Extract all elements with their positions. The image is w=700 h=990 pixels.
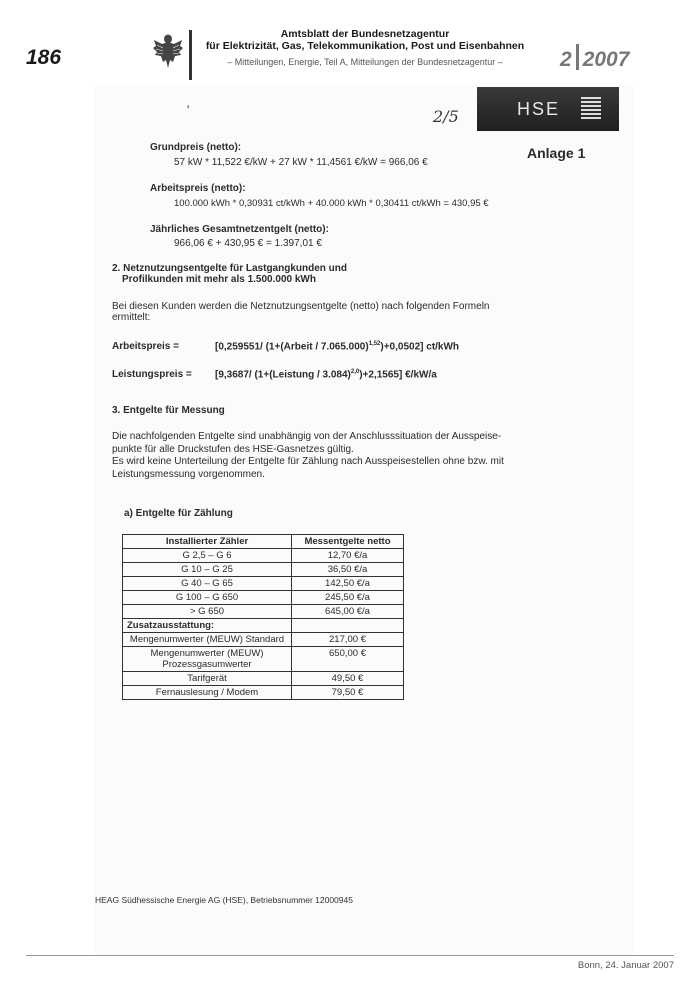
- hse-logo-lines-icon: [581, 97, 601, 119]
- formula-leistungspreis-label: Leistungspreis =: [112, 369, 192, 380]
- gesamt-formula: 966,06 € + 430,95 € = 1.397,01 €: [174, 238, 322, 249]
- formula-arbeitspreis-a: [0,259551/ (1+(Arbeit / 7.065.000): [215, 341, 369, 353]
- table-header-row: [123, 535, 404, 549]
- issue-year: 2007: [582, 48, 630, 71]
- formula-leistungspreis-exp: 2,0: [350, 369, 360, 375]
- table-row: [123, 633, 404, 647]
- table-section-row: [123, 619, 404, 633]
- extra-price: 217,00 €: [292, 633, 404, 647]
- meter-size: G 100 – G 650: [123, 591, 292, 605]
- section2-heading-line2: Profilkunden mit mehr als 1.500.000 kWh: [122, 274, 316, 285]
- section3-text-line4: Leistungsmessung vorgenommen.: [112, 468, 265, 480]
- grundpreis-label: Grundpreis (netto):: [150, 142, 242, 153]
- formula-arbeitspreis-b: )+0,0502] ct/kWh: [380, 341, 460, 353]
- table-row: [123, 577, 404, 591]
- gesamt-label: Jährliches Gesamtnetzentgelt (netto):: [150, 224, 329, 235]
- meter-size: G 2,5 – G 6: [123, 549, 292, 563]
- meter-price: 645,00 €/a: [292, 605, 404, 619]
- table-row: [123, 686, 404, 700]
- section3-text: [112, 431, 504, 481]
- table-row: [123, 591, 404, 605]
- section2-heading-line1: 2. Netznutzungsentgelte für Lastgangkunden und: [112, 263, 347, 274]
- extra-item: Mengenumwerter (MEUW) Prozessgasumwerter: [123, 647, 292, 672]
- section3-text-line3: Es wird keine Unterteilung der Entgelte für Zählung nach Ausspeisestellen ohne bzw. mit: [112, 456, 504, 467]
- extras-heading: Zusatzausstattung:: [123, 619, 292, 633]
- subsection-a-heading: a) Entgelte für Zählung: [124, 508, 233, 519]
- formula-arbeitspreis-exp: 1,52: [368, 341, 381, 347]
- scanned-document: [95, 85, 635, 955]
- header-subtitle: – Mitteilungen, Energie, Teil A, Mitteilungen der Bundesnetzagentur –: [227, 57, 503, 67]
- issue-number: 2: [560, 48, 572, 71]
- table-row: [123, 647, 404, 672]
- table-row: [123, 672, 404, 686]
- handwritten-note: 2/5: [433, 107, 459, 126]
- scan-mark: ': [187, 103, 190, 117]
- table-row: [123, 563, 404, 577]
- table-row: [123, 605, 404, 619]
- hse-logo: [477, 87, 619, 131]
- page-number: 186: [26, 46, 62, 69]
- meter-price: 12,70 €/a: [292, 549, 404, 563]
- extra-price: 650,00 €: [292, 647, 404, 672]
- col-installed-meter: Installierter Zähler: [123, 535, 292, 549]
- hse-logo-text: HSE: [517, 99, 561, 119]
- formula-arbeitspreis: [215, 341, 459, 352]
- formula-leistungspreis: [215, 369, 437, 380]
- section2-heading: [112, 263, 347, 285]
- meter-size: > G 650: [123, 605, 292, 619]
- meter-size: G 10 – G 25: [123, 563, 292, 577]
- section2-intro-line2: ermittelt:: [112, 312, 151, 323]
- header-title-line2: für Elektrizität, Gas, Telekommunikation, Post und Eisenbahnen: [205, 40, 525, 52]
- section3-text-line1: Die nachfolgenden Entgelte sind unabhängig von der Anschlusssituation der Ausspeise-: [112, 431, 502, 442]
- formula-leistungspreis-a: [9,3687/ (1+(Leistung / 3.084): [215, 369, 351, 381]
- annex-label: Anlage 1: [527, 145, 586, 161]
- section2-intro: [112, 301, 489, 323]
- scan-footer-note: HEAG Südhessische Energie AG (HSE), Betriebsnummer 12000945: [95, 895, 353, 905]
- arbeitspreis-label: Arbeitspreis (netto):: [150, 183, 246, 194]
- extra-item: Tarifgerät: [123, 672, 292, 686]
- header-title-line1: Amtsblatt der Bundesnetzagentur: [280, 28, 450, 40]
- table-row: [123, 549, 404, 563]
- meter-size: G 40 – G 65: [123, 577, 292, 591]
- meter-fee-table: [122, 534, 404, 700]
- extra-item: Fernauslesung / Modem: [123, 686, 292, 700]
- meter-price: 142,50 €/a: [292, 577, 404, 591]
- col-net-fee: Messentgelte netto: [292, 535, 404, 549]
- footer-date: Bonn, 24. Januar 2007: [577, 960, 674, 971]
- section3-heading: 3. Entgelte für Messung: [112, 405, 225, 416]
- issue-label: [560, 44, 629, 72]
- formula-arbeitspreis-label: Arbeitspreis =: [112, 341, 179, 352]
- meter-price: 245,50 €/a: [292, 591, 404, 605]
- meter-price: 36,50 €/a: [292, 563, 404, 577]
- issue-divider: [576, 44, 579, 70]
- extra-item: Mengenumwerter (MEUW) Standard: [123, 633, 292, 647]
- header-divider: [189, 30, 192, 80]
- extras-heading-empty: [292, 619, 404, 633]
- section2-intro-line1: Bei diesen Kunden werden die Netznutzungsentgelte (netto) nach folgenden Formeln: [112, 301, 490, 312]
- extra-price: 49,50 €: [292, 672, 404, 686]
- arbeitspreis-formula: 100.000 kWh * 0,30931 ct/kWh + 40.000 kWh * 0,30411 ct/kWh = 430,95 €: [174, 198, 489, 209]
- section3-text-line2: punkte für alle Druckstufen des HSE-Gasnetzes gültig.: [112, 443, 354, 455]
- footer-divider: [26, 955, 674, 956]
- header-title: [200, 28, 530, 52]
- formula-leistungspreis-b: )+2,1565] €/kW/a: [359, 369, 437, 381]
- federal-eagle-icon: [152, 30, 184, 70]
- grundpreis-formula: 57 kW * 11,522 €/kW + 27 kW * 11,4561 €/kW = 966,06 €: [174, 157, 428, 168]
- extra-price: 79,50 €: [292, 686, 404, 700]
